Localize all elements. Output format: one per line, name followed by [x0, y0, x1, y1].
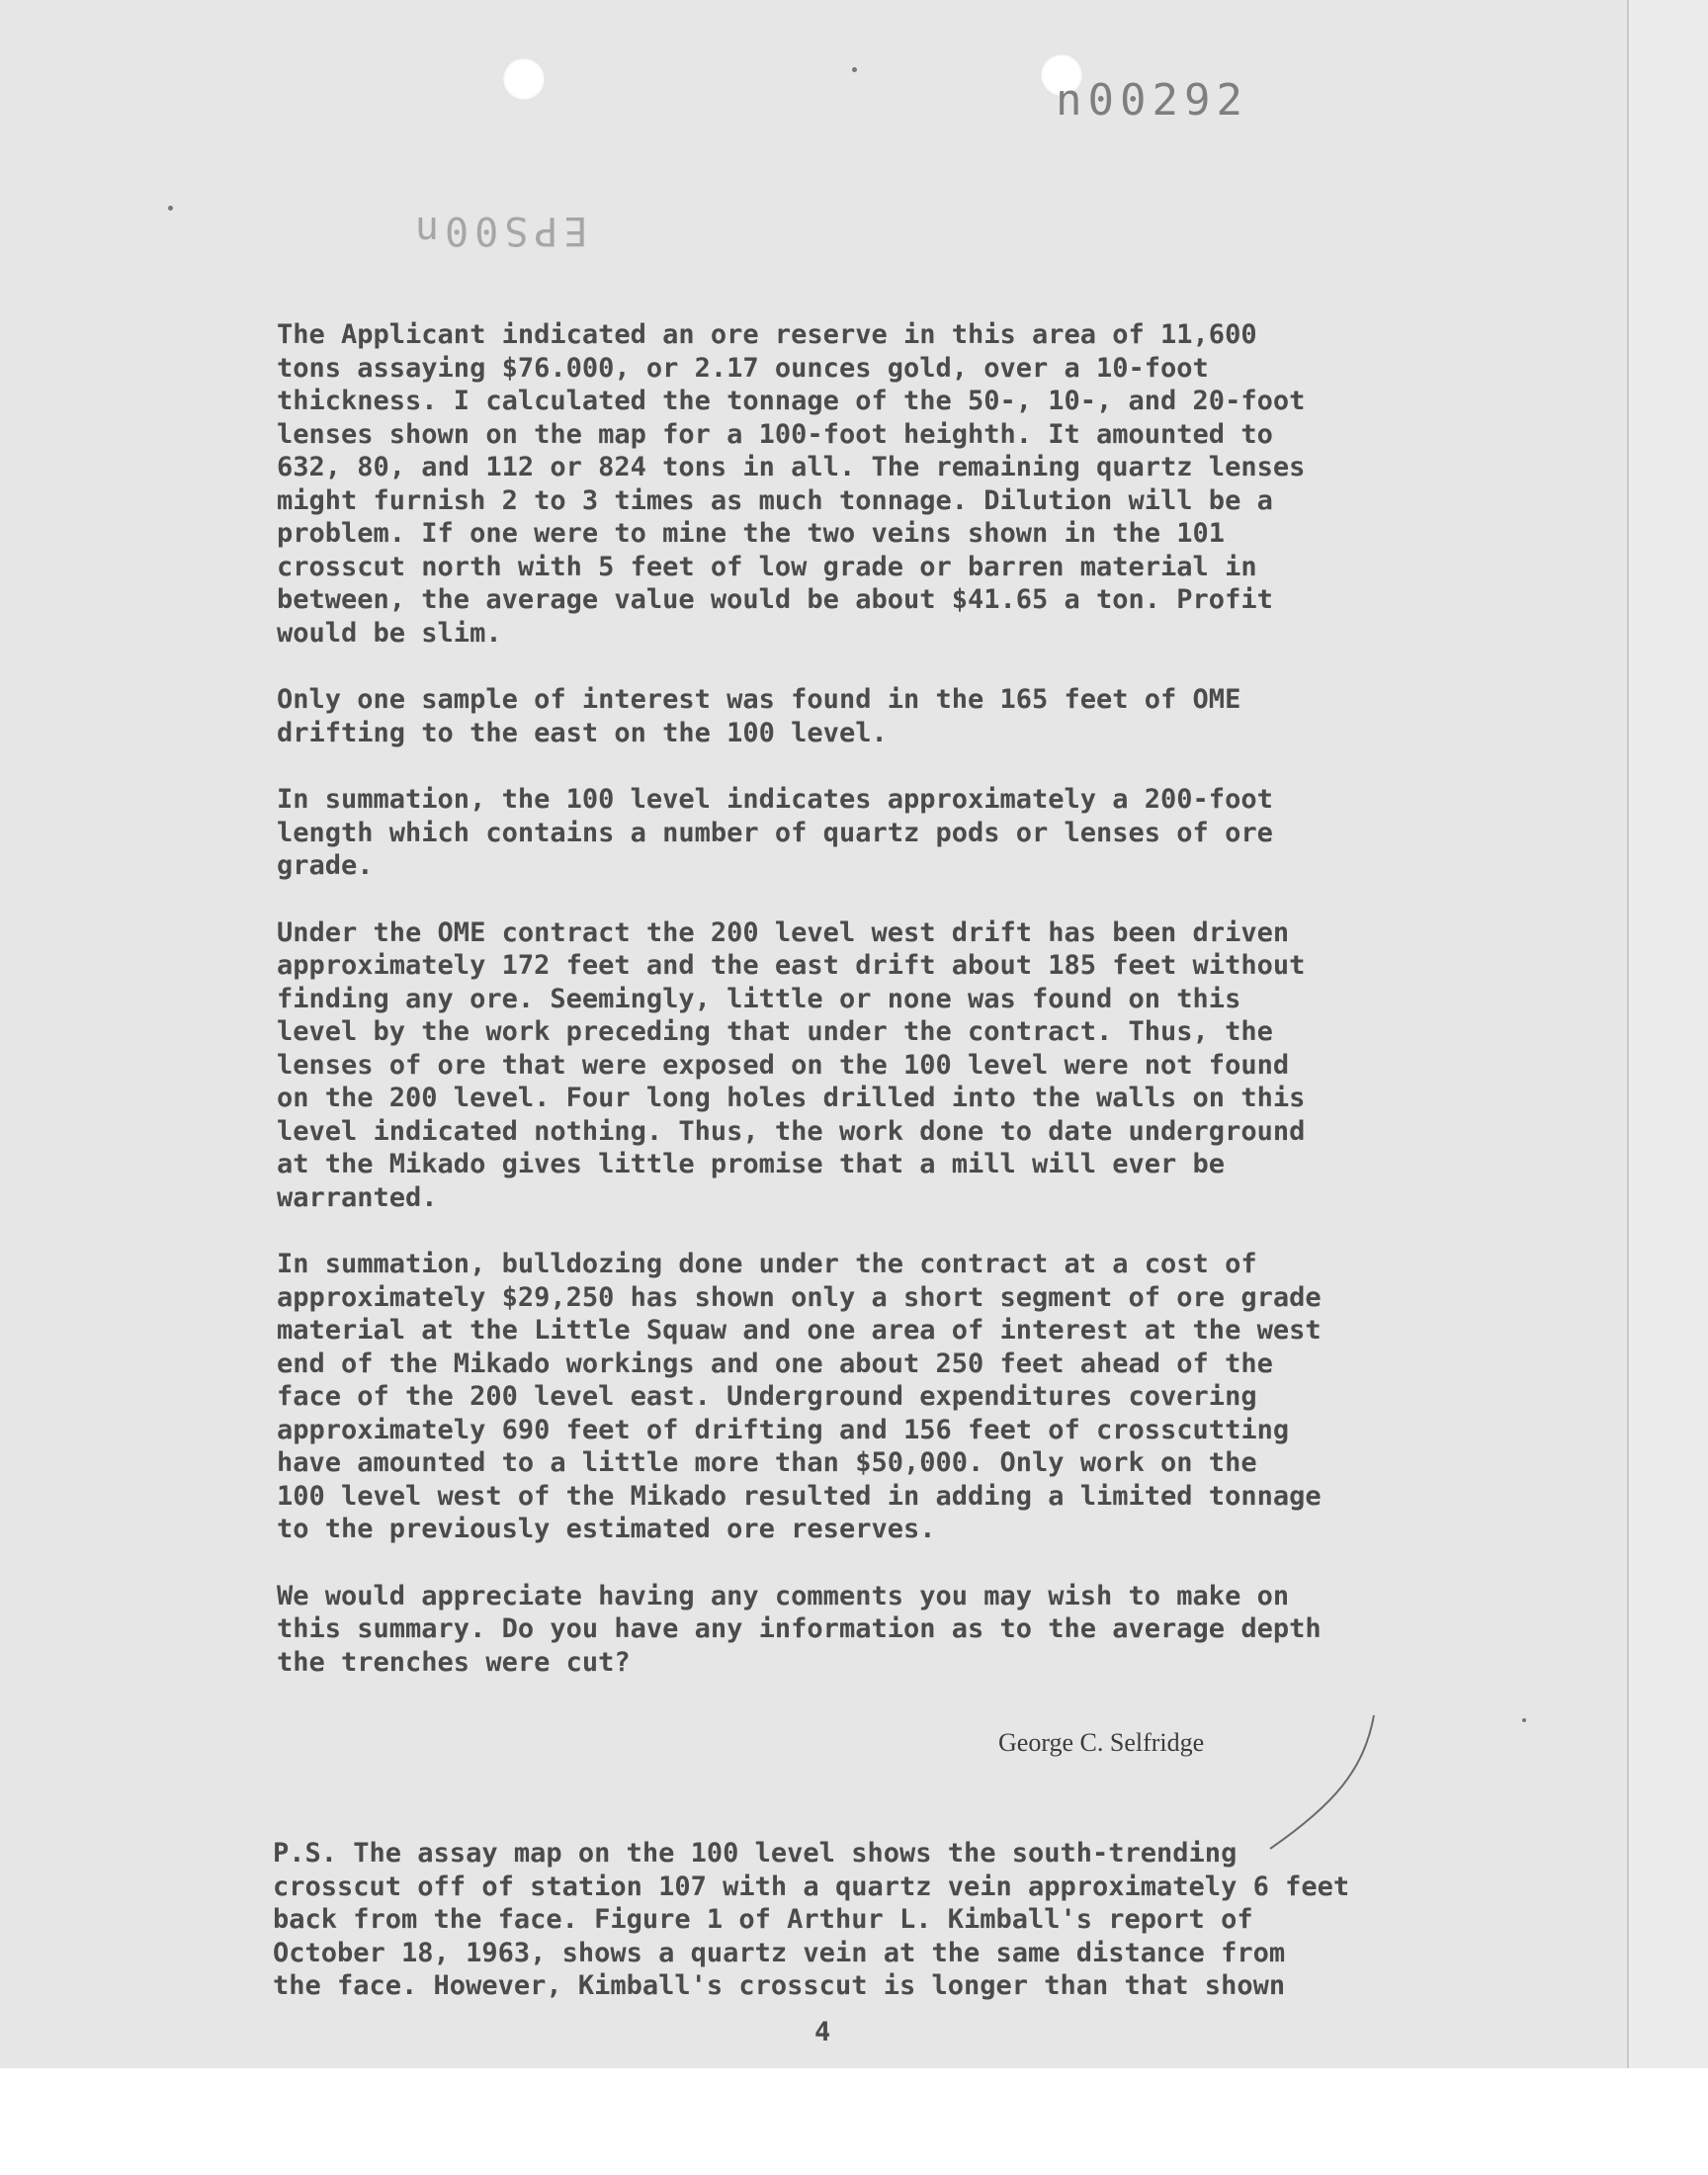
paragraph-100-level-summation: In summation, the 100 level indicates approximately a 200-foot length which contains a number of quartz pods or lenses of ore grade.	[277, 784, 1273, 881]
page-number: 4	[814, 2017, 831, 2047]
letter-body	[277, 318, 1404, 1712]
document-number-stamp: n00292	[1056, 75, 1248, 126]
paper-speck	[852, 67, 857, 72]
paragraph-sample-interest: Only one sample of interest was found in the 165 feet of OME drifting to the east on the 100 level.	[277, 684, 1241, 748]
paragraph-bulldozing-summation: In summation, bulldozing done under the contract at a cost of approximately $29,250 has shown only a short segment of ore grade material at the Little Squaw and one area of interest at the west end of the Mikado workings and one about 250 feet ahead of the face of the 200 level east. Underground expenditures covering approximately 690 feet of drifting and 156 feet of crosscutting have amounted to a little more than $50,000. Only work on the 100 level west of the Mikado resulted in adding a limited tonnage to the previously estimated ore reserves.	[277, 1249, 1322, 1544]
paper-speck	[1522, 1718, 1526, 1722]
punch-hole-left	[502, 57, 546, 101]
page-edge-shade	[1629, 0, 1708, 2068]
signature-name: George C. Selfridge	[998, 1728, 1205, 1757]
mirrored-number-stamp: EPS00n	[409, 208, 588, 253]
paragraph-ore-reserve: The Applicant indicated an ore reserve in this area of 11,600 tons assaying $76.000, or 2.17 ounces gold, over a 10-foot thickness. I calculated the tonnage of the 50-, 10-, and 20-foot lenses shown on the map for a 100-foot heighth. It amounted to 632, 80, and 112 or 824 tons in all. The remaining quartz lenses might furnish 2 to 3 times as much tonnage. Dilution will be a problem. If one were to mine the two veins shown in the 101 crosscut north with 5 feet of low grade or barren material in between, the average value would be about $41.65 a ton. Profit would be slim.	[277, 319, 1306, 649]
paragraph-request-comments: We would appreciate having any comments you may wish to make on this summary. Do you have any information as to the average depth the trenches were cut?	[277, 1580, 1322, 1678]
paragraph-200-level-drift: Under the OME contract the 200 level west drift has been driven approximately 172 feet and the east drift about 185 feet without finding any ore. Seemingly, little or none was found on this level by the work preceding that under the contract. Thus, the lenses of ore that were exposed on the 100 level were not found on the 200 level. Four long holes drilled into the walls on this level indicated nothing. Thus, the work done to date underground at the Mikado gives little promise that a mill will ever be warranted.	[277, 916, 1306, 1213]
postscript: P.S. The assay map on the 100 level shows the south-trending crosscut off of station 107 with a quartz vein approximately 6 feet back from the face. Figure 1 of Arthur L. Kimball's report of October 18, 1963, shows a quartz vein at the same distance from the face. However, Kimball's crosscut is longer than that shown	[273, 1838, 1350, 2001]
paper-speck	[168, 206, 173, 211]
